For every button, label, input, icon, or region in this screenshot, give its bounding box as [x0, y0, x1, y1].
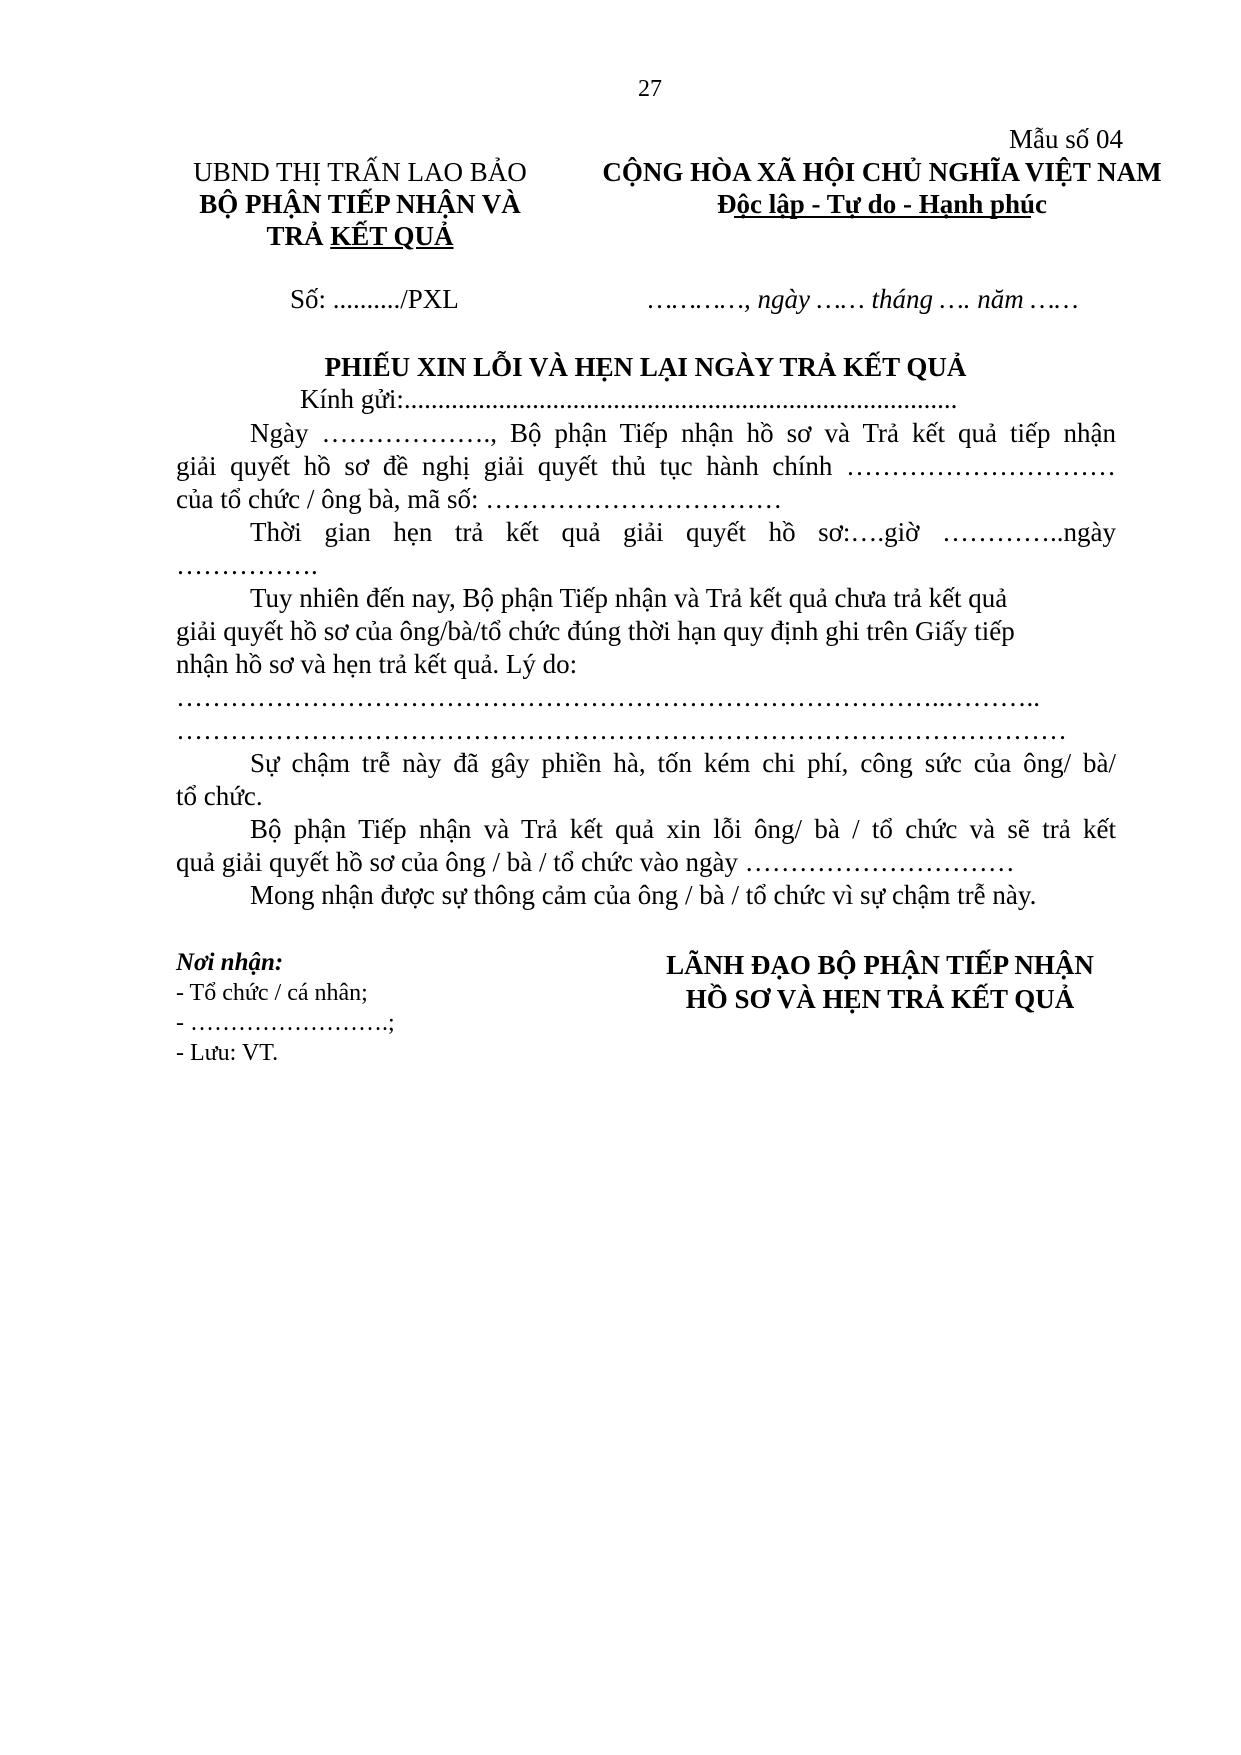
document-body — [176, 417, 1116, 912]
issuer-line3-pre: TRẢ — [266, 221, 331, 251]
issuer-line2: BỘ PHẬN TIẾP NHẬN VÀ — [199, 189, 521, 219]
para3-line3: nhận hồ sơ và hẹn trả kết quả. Lý do: — [176, 649, 578, 679]
recipients-block — [176, 948, 395, 1068]
para2-line1: Thời gian hẹn trả kết quả giải quyết hồ sơ:….giờ …………..ngày — [250, 517, 1116, 547]
form-number: Mẫu số 04 — [1009, 124, 1123, 154]
page-number: 27 — [638, 76, 662, 102]
recipient-item: - Tổ chức / cá nhân; — [176, 980, 368, 1006]
issuer-block — [160, 156, 560, 252]
document-title: PHIẾU XIN LỖI VÀ HẸN LẠI NGÀY TRẢ KẾT QUẢ — [324, 352, 967, 382]
issuer-line3 — [160, 220, 560, 252]
reason-dots-line2: ……………………………………………………………………………………… — [176, 715, 1067, 745]
recipient-item: - Lưu: VT. — [176, 1040, 279, 1066]
para5-line1: Bộ phận Tiếp nhận và Trả kết quả xin lỗi ông/ bà / tổ chức và sẽ trả kết — [250, 814, 1116, 844]
para4-line1: Sự chậm trễ này đã gây phiền hà, tốn kém chi phí, công sức của ông/ bà/ — [250, 748, 1116, 778]
signature-block — [600, 948, 1160, 1016]
signature-line2: HỒ SƠ VÀ HẸN TRẢ KẾT QUẢ — [685, 984, 1075, 1014]
reference-number: Số: ........../PXL — [290, 284, 459, 314]
national-header — [600, 156, 1164, 218]
para5-line2: quả giải quyết hồ sơ của ông / bà / tổ chức vào ngày ………………………… — [176, 847, 1015, 877]
para1-line3: của tổ chức / ông bà, mã số: …………………………… — [176, 484, 783, 514]
signature-line1: LÃNH ĐẠO BỘ PHẬN TIẾP NHẬN — [666, 950, 1094, 980]
para4-line2: tổ chức. — [176, 781, 263, 811]
date-line: …………, ngày …… tháng …. năm …… — [648, 284, 1079, 314]
issuer-line1: UBND THỊ TRẤN LAO BẢO — [193, 157, 527, 187]
para3-line2: giải quyết hồ sơ của ông/bà/tổ chức đúng thời hạn quy định ghi trên Giấy tiếp — [176, 616, 1015, 646]
para2-line2: ……………. — [176, 550, 318, 580]
recipients-heading: Nơi nhận: — [176, 949, 284, 976]
para1-line2: giải quyết hồ sơ đề nghị giải quyết thủ tục hành chính ………………………… — [176, 451, 1116, 481]
issuer-line3-underlined: KẾT QUẢ — [330, 221, 454, 251]
reason-dots-line1: …………………………………………………………………………..……….. — [176, 682, 1040, 712]
para3-line1: Tuy nhiên đến nay, Bộ phận Tiếp nhận và Trả kết quả chưa trả kết quả — [250, 583, 1008, 613]
national-name: CỘNG HÒA XÃ HỘI CHỦ NGHĨA VIỆT NAM — [602, 157, 1162, 187]
recipient-item: - …………………….; — [176, 1010, 395, 1036]
addressee-line: Kính gửi:.................................................................................. — [300, 384, 958, 414]
para6: Mong nhận được sự thông cảm của ông / bà / tổ chức vì sự chậm trễ này. — [250, 880, 1037, 910]
para1-line1: Ngày ………………., Bộ phận Tiếp nhận hồ sơ và Trả kết quả tiếp nhận — [250, 418, 1116, 448]
national-motto: Độc lập - Tự do - Hạnh phúc — [716, 189, 1048, 219]
